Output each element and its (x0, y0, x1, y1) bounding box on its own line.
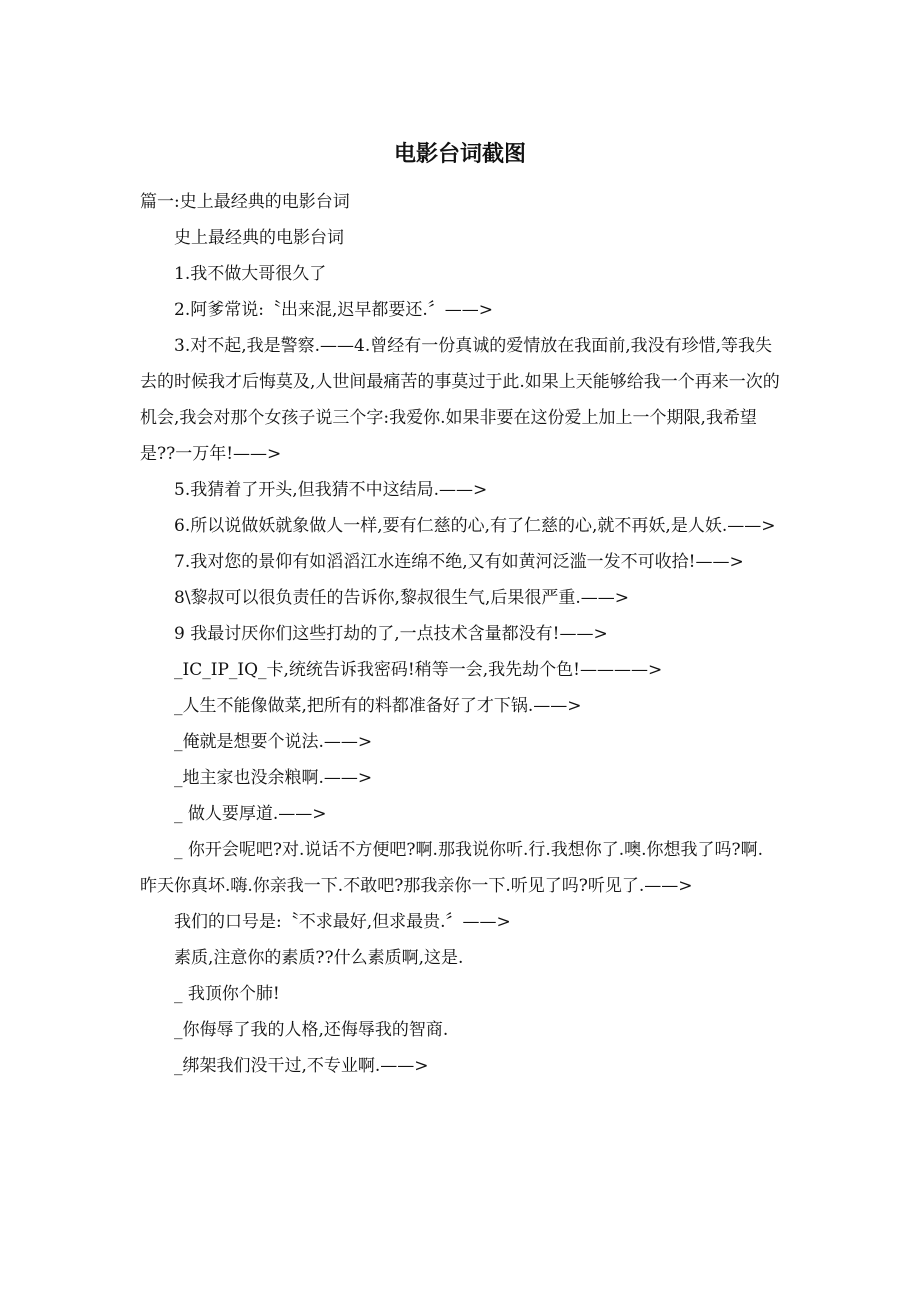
quote-line: 1.我不做大哥很久了 (174, 264, 327, 284)
quote-line: _你侮辱了我的人格,还侮辱我的智商. (174, 1020, 449, 1040)
quote-line: 8\黎叔可以很负责任的告诉你,黎叔很生气,后果很严重.——> (174, 588, 629, 608)
quote-line: 7.我对您的景仰有如滔滔江水连绵不绝,又有如黄河泛滥一发不可收拾!——> (174, 552, 744, 572)
quote-line: _ 我顶你个肺! (174, 984, 280, 1004)
quote-line: _ 做人要厚道.——> (174, 804, 327, 824)
quote-line: 2.阿爹常说:〝出来混,迟早都要还.〞——> (174, 300, 493, 320)
document-title: 电影台词截图 (393, 142, 526, 167)
quote-line: _绑架我们没干过,不专业啊.——> (174, 1056, 429, 1076)
section-heading: 篇一:史上最经典的电影台词 (140, 192, 350, 212)
quote-line: _人生不能像做菜,把所有的料都准备好了才下锅.——> (174, 696, 582, 716)
quote-line: _地主家也没余粮啊.——> (174, 768, 373, 788)
quote-line: 素质,注意你的素质??什么素质啊,这是. (174, 948, 464, 968)
subheading: 史上最经典的电影台词 (174, 228, 344, 248)
quote-line: _IC_IP_IQ_卡,统统告诉我密码!稍等一会,我先劫个色!————> (174, 660, 663, 680)
quote-line: 5.我猜着了开头,但我猜不中这结局.——> (174, 480, 488, 500)
quote-line: 6.所以说做妖就象做人一样,要有仁慈的心,有了仁慈的心,就不再妖,是人妖.——> (174, 516, 776, 536)
quote-line: 我们的口号是:〝不求最好,但求最贵.〞——> (174, 912, 511, 932)
quote-line: _ 你开会呢吧?对.说话不方便吧?啊.那我说你听.行.我想你了.噢.你想我了吗?啊.昨天你真坏.嗨.你亲我一下.不敢吧?那我亲你一下.听见了吗?听见了.——> (140, 840, 764, 896)
document-body (140, 184, 780, 1084)
quote-line: 9 我最讨厌你们这些打劫的了,一点技术含量都没有!——> (174, 624, 608, 644)
quote-line: _俺就是想要个说法.——> (174, 732, 373, 752)
quote-line: 3.对不起,我是警察.——4.曾经有一份真诚的爱情放在我面前,我没有珍惜,等我失去的时候我才后悔莫及,人世间最痛苦的事莫过于此.如果上天能够给我一个再来一次的机会,我会对那个女孩子说三个字:我爱你.如果非要在这份爱上加上一个期限,我希望是??一万年!——> (140, 336, 780, 464)
